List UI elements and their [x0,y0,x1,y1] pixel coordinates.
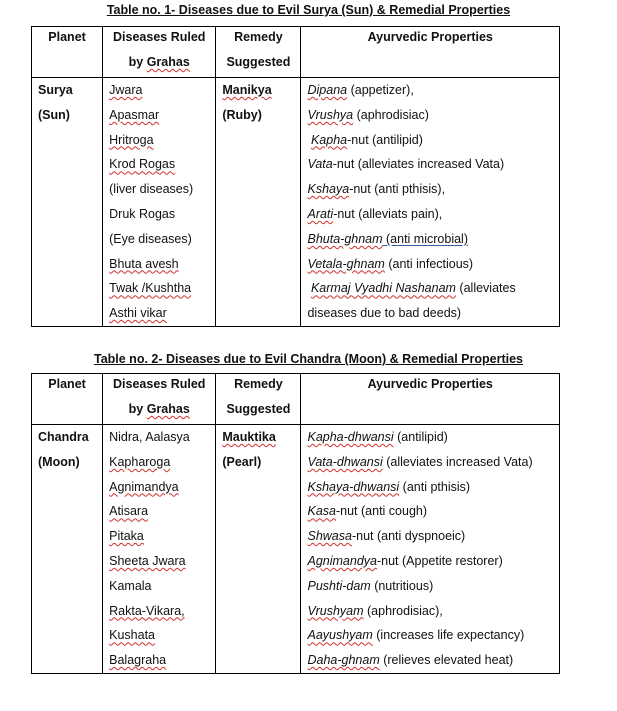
remedy-cell: Manikya (Ruby) [216,78,301,327]
header-diseases: Diseases Ruled by Grahas [103,374,216,425]
diseases-cell: Nidra, Aalasya Kapharoga Agnimandya Atisara Pitaka Sheeta Jwara Kamala Rakta-Vikara, Kushata Balagraha [103,425,216,674]
header-planet: Planet [32,27,103,78]
header-diseases: Diseases Ruled by Grahas [103,27,216,78]
table-header-row [32,374,560,425]
remedy-cell: Mauktika (Pearl) [216,425,301,674]
header-ayurvedic-properties: Ayurvedic Properties [301,374,560,425]
table-header-row [32,27,560,78]
planet-cell: Surya (Sun) [32,78,103,327]
table-chandra [31,373,560,674]
properties-cell: Kapha-dhwansi (antilipid) Vata-dhwansi (alleviates increased Vata) Kshaya-dhwansi (anti pthisis) Kasa-nut (anti cough) Shwasa-nut (anti dyspnoeic) Agnimandya-nut (Appetite restorer) Pushti-dam (nutritious) Vrushyam (aphrodisiac), Aayushyam (increases life expectancy) Daha-ghnam (relieves elevated heat) [301,425,560,674]
table-1-caption: Table no. 1- Diseases due to Evil Surya (Sun) & Remedial Properties [106,3,511,17]
table-row [32,425,560,674]
table-surya [31,26,560,327]
planet-cell: Chandra (Moon) [32,425,103,674]
header-ayurvedic-properties: Ayurvedic Properties [301,27,560,78]
diseases-cell: Jwara Apasmar Hritroga Krod Rogas (liver diseases) Druk Rogas (Eye diseases) Bhuta avesh Twak /Kushtha Asthi vikar [103,78,216,327]
header-remedy: Remedy Suggested [216,27,301,78]
table-2-caption: Table no. 2- Diseases due to Evil Chandra (Moon) & Remedial Properties [93,352,524,366]
header-planet: Planet [32,374,103,425]
properties-cell: Dipana (appetizer), Vrushya (aphrodisiac) Kapha-nut (antilipid) Vata-nut (alleviates increased Vata) Kshaya-nut (anti pthisis), Arati-nut (alleviats pain), Bhuta-ghnam (anti microbial) Vetala-ghnam (anti infectious) Karmaj Vyadhi Nashanam (alleviates diseases due to bad deeds) [301,78,560,327]
table-row [32,78,560,327]
header-remedy: Remedy Suggested [216,374,301,425]
